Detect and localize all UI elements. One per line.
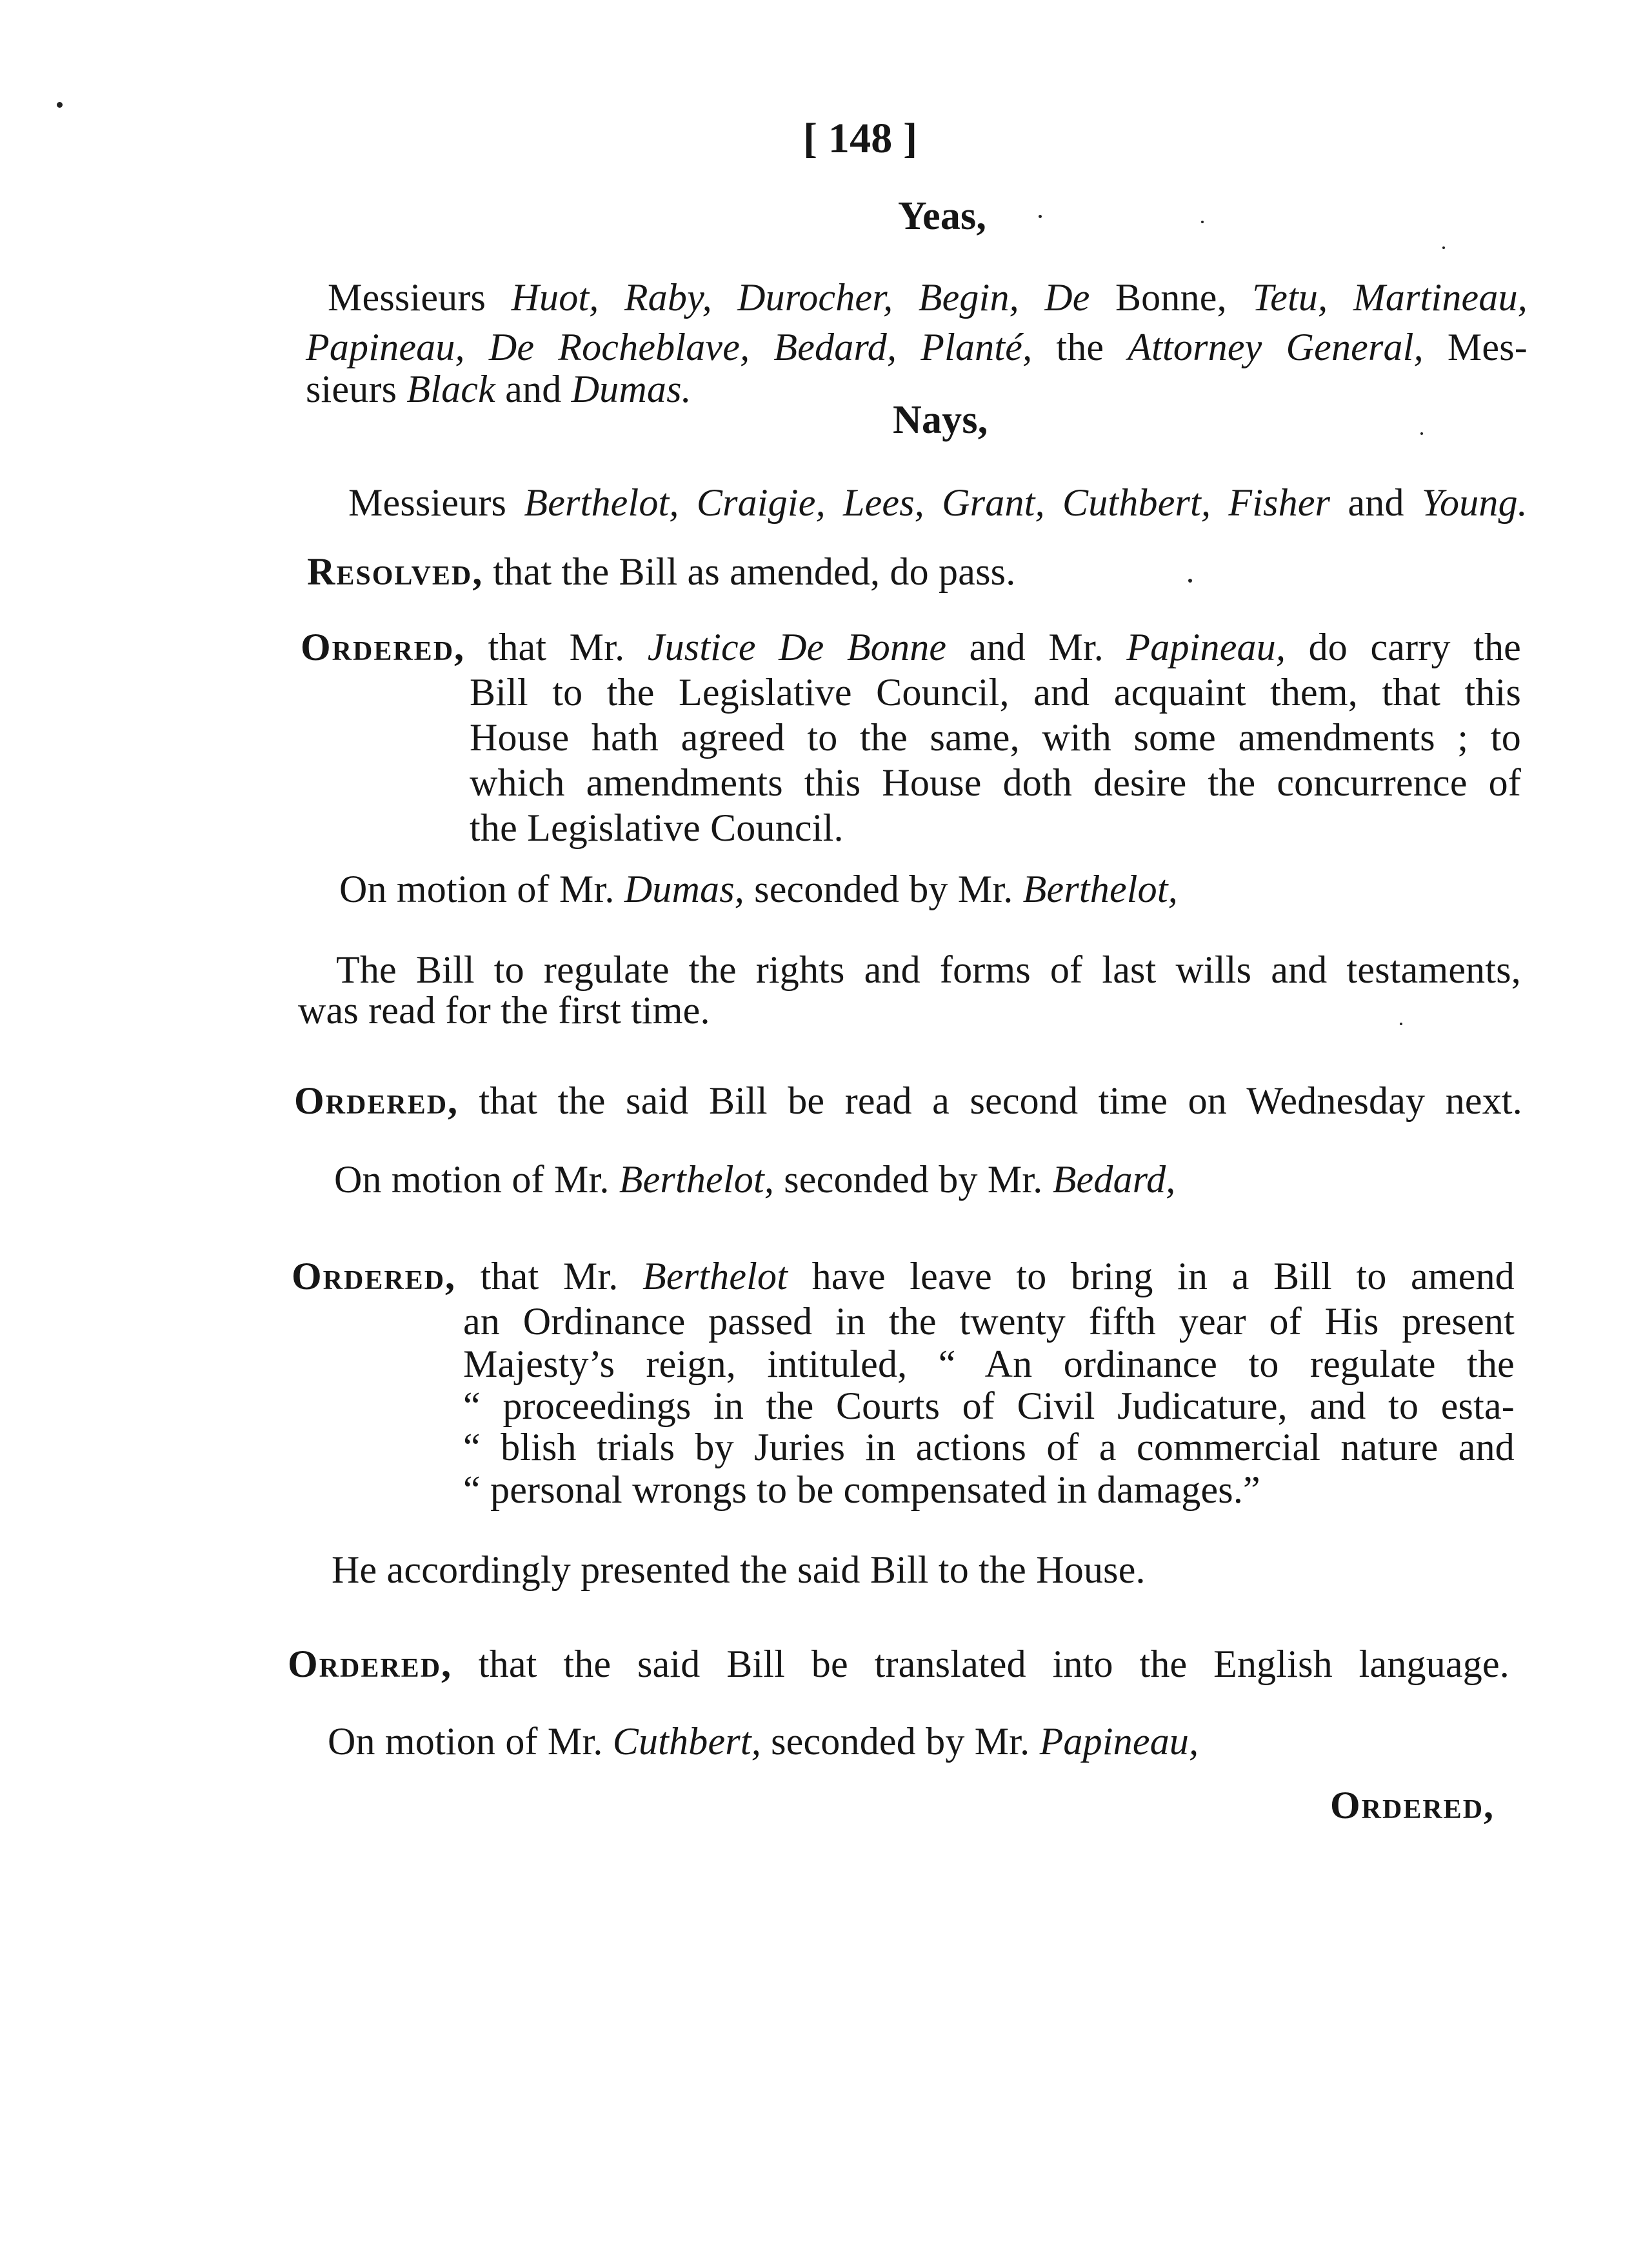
catchword: Ordered, (1330, 1784, 1495, 1827)
yeas-line-2: Papineau, De Rocheblave, Bedard, Planté, the Attorney General, Mes- (306, 326, 1528, 368)
ordered-1-line-3: House hath agreed to the same, with some amendments ; to (470, 716, 1521, 759)
scan-speck (1039, 215, 1042, 218)
ordered-3-line-5: “ blish trials by Juries in actions of a commercial nature and (463, 1426, 1515, 1468)
yeas-heading: Yeas, (898, 194, 987, 238)
scan-speck (1188, 579, 1192, 583)
ordered-3-line-6: “ personal wrongs to be compensated in damages.” (463, 1468, 1260, 1511)
ordered-1-line-2: Bill to the Legislative Council, and acquaint them, that this (470, 671, 1521, 714)
ordered-4-paragraph: Ordered, that the said Bill be translated into the English language. (288, 1643, 1509, 1685)
ordered-3-line-4: “ proceedings in the Courts of Civil Judicature, and to esta- (463, 1385, 1515, 1427)
scan-speck (57, 102, 63, 108)
ordered-3-first-line: Ordered, that Mr. Berthelot have leave to bring in a Bill to amend (292, 1255, 1515, 1297)
motion-3: On motion of Mr. Cuthbert, seconded by Mr. Papineau, (328, 1720, 1199, 1763)
ordered-3-line-2: an Ordinance passed in the twenty fifth year of His present (463, 1300, 1515, 1343)
nays-heading: Nays, (893, 398, 988, 442)
yeas-line-1: Messieurs Huot, Raby, Durocher, Begin, De Bonne, Tetu, Martineau, (328, 276, 1528, 319)
ordered-1-first-line: Ordered, that Mr. Justice De Bonne and Mr. Papineau, do carry the (301, 626, 1522, 668)
scan-speck (1420, 432, 1423, 435)
scan-speck (1201, 221, 1204, 223)
yeas-line-3: sieurs Black and Dumas. (306, 368, 692, 410)
scan-speck (1442, 246, 1445, 249)
ordered-3-line-3: Majesty’s reign, intituled, “ An ordinance to regulate the (463, 1343, 1515, 1385)
bill-read-line-1: The Bill to regulate the rights and forms of last wills and testaments, (336, 948, 1521, 991)
nays-line: Messieurs Berthelot, Craigie, Lees, Grant, Cuthbert, Fisher and Young. (348, 481, 1528, 524)
motion-2: On motion of Mr. Berthelot, seconded by Mr. Bedard, (334, 1158, 1176, 1201)
bill-read-line-2: was read for the first time. (298, 989, 710, 1032)
ordered-1-line-4: which amendments this House doth desire the concurrence of (470, 761, 1521, 804)
scan-speck (1400, 1023, 1402, 1025)
motion-1: On motion of Mr. Dumas, seconded by Mr. Berthelot, (339, 868, 1178, 910)
ordered-2-paragraph: Ordered, that the said Bill be read a second time on Wednesday next. (294, 1079, 1522, 1122)
presented-paragraph: He accordingly presented the said Bill to the House. (332, 1548, 1146, 1591)
page-number: [ 148 ] (803, 115, 918, 162)
resolved-paragraph: Resolved, that the Bill as amended, do pass. (307, 550, 1016, 593)
ordered-1-line-5: the Legislative Council. (470, 806, 844, 849)
